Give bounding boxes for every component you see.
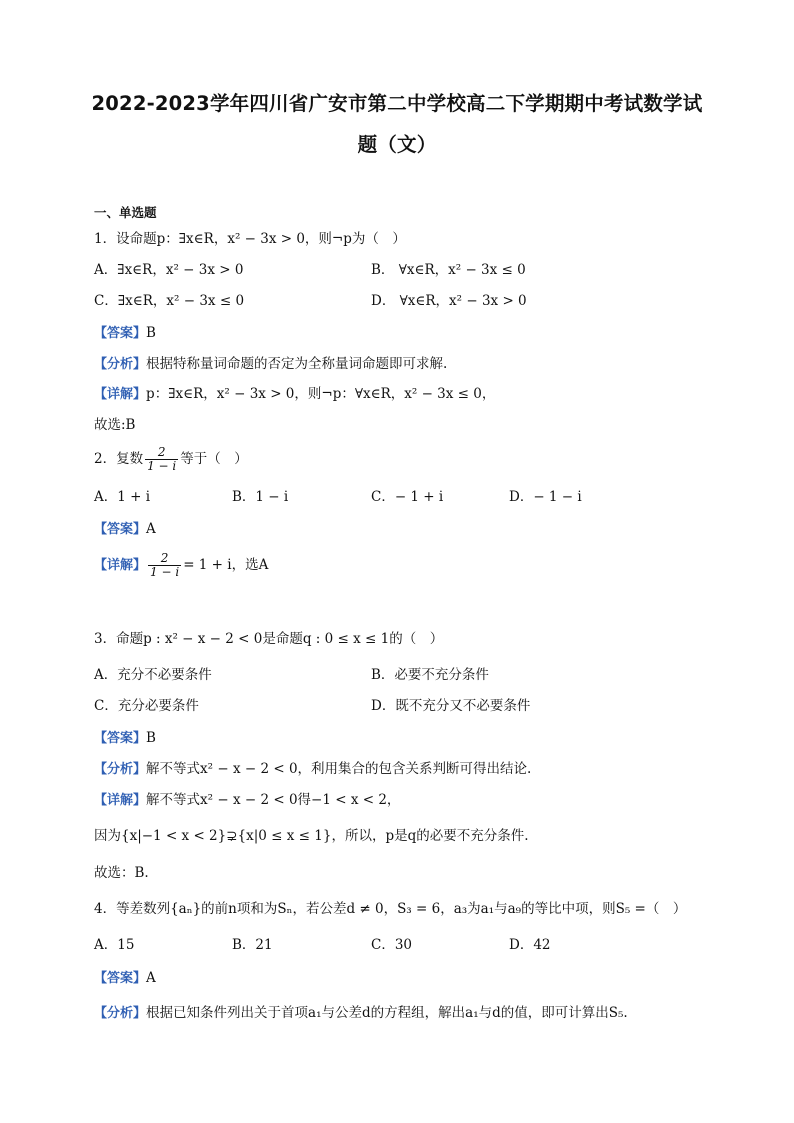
q3-detail: 解不等式x² − x − 2 < 0得−1 < x < 2， <box>146 792 401 808</box>
q2-detail-line <box>94 552 268 579</box>
q4-option-b: B．21 <box>232 937 273 953</box>
q3-answer: B <box>146 730 156 746</box>
q1-detail-line <box>94 385 495 404</box>
detail-tag: 【详解】 <box>94 558 147 573</box>
q2-fraction-numerator: 2 <box>145 446 178 460</box>
q1-choice: 故选:B <box>94 417 136 433</box>
q2-option-d: D．− 1 − i <box>509 489 582 505</box>
q3-option-c: C．充分必要条件 <box>94 698 199 714</box>
analysis-tag: 【分析】 <box>94 1006 147 1021</box>
q1-answer: B <box>146 325 156 341</box>
q3-option-b: B．必要不充分条件 <box>371 667 489 683</box>
q4-analysis-line <box>94 1004 628 1023</box>
q1-answer-line <box>94 324 156 343</box>
q3-analysis-line <box>94 760 531 779</box>
q2-answer: A <box>146 521 156 537</box>
detail-tag: 【详解】 <box>94 387 147 402</box>
analysis-tag: 【分析】 <box>94 762 147 777</box>
detail-tag: 【详解】 <box>94 793 147 808</box>
q3-detail-line <box>94 791 400 810</box>
answer-tag: 【答案】 <box>94 522 147 537</box>
section-heading: 一、单选题 <box>94 205 157 220</box>
document-title-line1: 2022-2023学年四川省广安市第二中学校高二下学期期中考试数学试 <box>91 92 703 115</box>
q2-fraction <box>145 446 178 473</box>
q3-answer-line <box>94 729 156 748</box>
q2-stem <box>94 446 248 473</box>
answer-tag: 【答案】 <box>94 971 147 986</box>
q1-option-d: D． ∀x∈R，x² − 3x > 0 <box>371 293 527 309</box>
q4-answer: A <box>146 970 156 986</box>
q2-detail-fraction <box>148 552 181 579</box>
document-title-line2: 题（文） <box>357 133 437 156</box>
q2-fraction-denominator: 1 − i <box>147 459 177 473</box>
q4-analysis: 根据已知条件列出关于首项a₁与公差d的方程组，解出a₁与d的值，即可计算出S₅. <box>146 1005 628 1021</box>
q1-analysis: 根据特称量词命题的否定为全称量词命题即可求解. <box>146 356 448 372</box>
q4-option-c: C．30 <box>371 937 413 953</box>
q2-detail-fraction-denominator: 1 − i <box>150 565 180 579</box>
q2-detail-result: = 1 + i，选A <box>183 557 269 573</box>
q2-option-b: B．1 − i <box>232 489 289 505</box>
q3-because: 因为{x|−1 < x < 2}⊋{x|0 ≤ x ≤ 1}，所以，p是q的必要不充分条件. <box>94 828 529 844</box>
q2-stem-suffix: 等于（ ） <box>180 451 248 467</box>
q1-option-c: C．∃x∈R，x² − 3x ≤ 0 <box>94 293 245 309</box>
q2-detail-fraction-numerator: 2 <box>148 552 181 566</box>
q3-option-d: D．既不充分又不必要条件 <box>371 698 531 714</box>
q1-option-b: B． ∀x∈R，x² − 3x ≤ 0 <box>371 262 526 278</box>
analysis-tag: 【分析】 <box>94 357 147 372</box>
q4-stem: 4．等差数列{aₙ}的前n项和为Sₙ，若公差d ≠ 0，S₃ = 6，a₃为a₁与a₉的等比中项，则S₅ =（ ） <box>94 901 687 917</box>
q2-stem-prefix: 2．复数 <box>94 451 144 467</box>
q3-analysis: 解不等式x² − x − 2 < 0，利用集合的包含关系判断可得出结论. <box>146 761 532 777</box>
q4-option-a: A．15 <box>94 937 135 953</box>
q3-option-a: A．充分不必要条件 <box>94 667 212 683</box>
q2-option-a: A．1 + i <box>94 489 151 505</box>
q2-answer-line <box>94 520 156 539</box>
answer-tag: 【答案】 <box>94 326 147 341</box>
q1-analysis-line <box>94 355 447 374</box>
q4-option-d: D．42 <box>509 937 551 953</box>
answer-tag: 【答案】 <box>94 731 147 746</box>
q3-stem: 3．命题p : x² − x − 2 < 0是命题q : 0 ≤ x ≤ 1的（ ） <box>94 631 444 647</box>
q1-stem: 1．设命题p：∃x∈R，x² − 3x > 0，则¬p为（ ） <box>94 231 406 247</box>
q4-answer-line <box>94 969 156 988</box>
q1-option-a: A．∃x∈R，x² − 3x > 0 <box>94 262 244 278</box>
q1-detail: p：∃x∈R，x² − 3x > 0，则¬p：∀x∈R，x² − 3x ≤ 0， <box>146 386 496 402</box>
q3-choice: 故选：B. <box>94 865 149 881</box>
q2-option-c: C．− 1 + i <box>371 489 444 505</box>
